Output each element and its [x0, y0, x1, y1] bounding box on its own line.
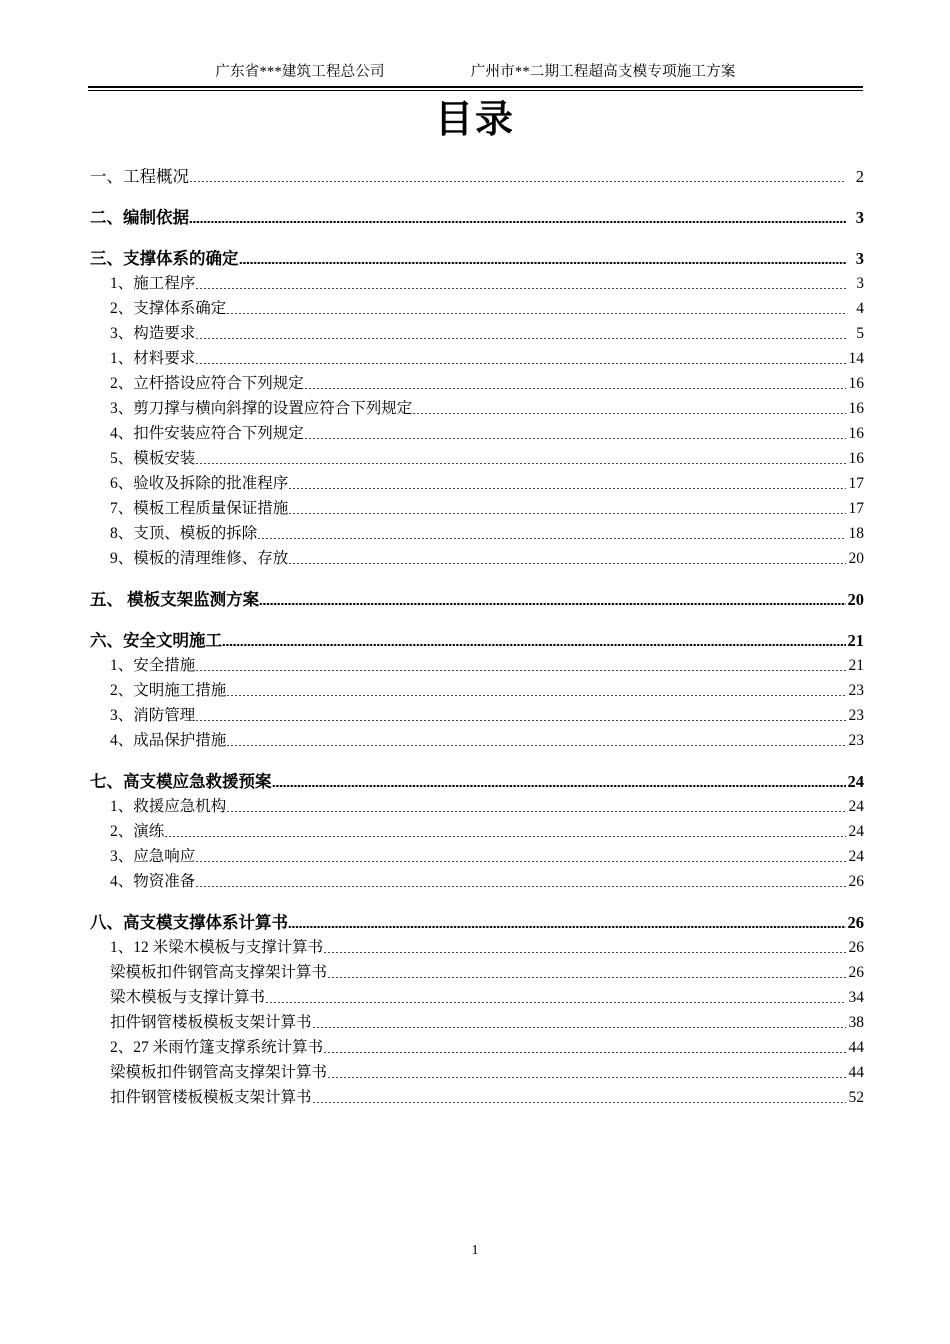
toc-entry[interactable]	[88, 931, 864, 956]
toc-leader-dots	[195, 453, 846, 467]
toc-entry-page-number: 16	[848, 450, 864, 467]
toc-leader-dots	[272, 776, 847, 790]
toc-entry-label: 9、模板的清理维修、存放	[110, 550, 289, 567]
page-title: 目录	[434, 99, 515, 141]
toc-entry-page-number: 16	[848, 425, 864, 442]
toc-leader-dots	[195, 710, 846, 724]
toc-entry[interactable]	[88, 790, 864, 815]
toc-entry-label: 2、27 米雨竹篷支撑系统计算书	[110, 1039, 324, 1056]
toc-entry[interactable]	[88, 649, 864, 674]
toc-entry-label: 4、扣件安装应符合下列规定	[110, 425, 304, 442]
toc-entry-label: 梁模板扣件钢管高支撑架计算书	[110, 964, 328, 981]
toc-leader-dots	[259, 594, 846, 608]
toc-leader-dots	[323, 942, 846, 956]
running-header	[88, 62, 863, 88]
toc-entry-page-number: 5	[856, 325, 864, 342]
toc-entry-label: 1、施工程序	[110, 275, 196, 292]
toc-leader-dots	[195, 851, 846, 865]
toc-entry[interactable]	[88, 1056, 864, 1081]
toc-entry-page-number: 4	[856, 300, 864, 317]
toc-leader-dots	[222, 635, 846, 649]
toc-spacer	[88, 185, 864, 193]
toc-leader-dots	[226, 735, 846, 749]
header-rule-thick	[88, 86, 863, 88]
toc-entry-label: 2、文明施工措施	[110, 682, 227, 699]
toc-leader-dots	[312, 1092, 846, 1106]
toc-entry-label: 3、消防管理	[110, 707, 196, 724]
toc-entry[interactable]	[88, 674, 864, 699]
toc-entry[interactable]	[88, 492, 864, 517]
toc-entry-label: 3、剪刀撑与横向斜撑的设置应符合下列规定	[110, 400, 413, 417]
toc-leader-dots	[195, 353, 846, 367]
footer-page-number: 1	[471, 1243, 479, 1258]
toc-entry[interactable]	[88, 1081, 864, 1106]
toc-entry-label: 扣件钢管楼板模板支架计算书	[110, 1014, 312, 1031]
toc-entry[interactable]	[88, 956, 864, 981]
toc-leader-dots	[226, 303, 846, 317]
toc-entry[interactable]	[88, 417, 864, 442]
toc-entry-label: 1、12 米梁木模板与支撑计算书	[110, 939, 324, 956]
toc-entry[interactable]	[88, 234, 864, 267]
toc-entry-page-number: 24	[847, 772, 864, 791]
toc-spacer	[88, 749, 864, 757]
toc-entry-page-number: 44	[848, 1039, 864, 1056]
toc-entry-page-number: 17	[848, 475, 864, 492]
toc-leader-dots	[265, 992, 846, 1006]
header-company-name: 广东省***建筑工程总公司	[215, 64, 385, 80]
toc-spacer	[88, 890, 864, 898]
header-rule-thin	[88, 90, 863, 91]
toc-entry-page-number: 24	[848, 848, 864, 865]
toc-entry-page-number: 26	[847, 913, 864, 932]
toc-leader-dots	[304, 428, 846, 442]
toc-leader-dots	[288, 478, 846, 492]
toc-leader-dots	[327, 1067, 846, 1081]
toc-entry-page-number: 52	[848, 1089, 864, 1106]
toc-leader-dots	[257, 528, 846, 542]
toc-entry-label: 4、物资准备	[110, 873, 196, 890]
toc-entry[interactable]	[88, 267, 864, 292]
toc-entry-label: 八、高支模支撑体系计算书	[90, 913, 288, 932]
toc-entry[interactable]	[88, 342, 864, 367]
toc-entry[interactable]	[88, 757, 864, 790]
toc-entry-label: 3、应急响应	[110, 848, 196, 865]
toc-entry-page-number: 16	[848, 400, 864, 417]
toc-entry[interactable]	[88, 699, 864, 724]
toc-entry-page-number: 20	[847, 590, 864, 609]
toc-entry-page-number: 26	[848, 964, 864, 981]
toc-entry[interactable]	[88, 840, 864, 865]
toc-entry-page-number: 24	[848, 823, 864, 840]
toc-entry-label: 6、验收及拆除的批准程序	[110, 475, 289, 492]
toc-leader-dots	[189, 212, 846, 226]
toc-leader-dots	[239, 253, 847, 267]
toc-entry-label: 1、安全措施	[110, 657, 196, 674]
toc-leader-dots	[195, 876, 846, 890]
toc-leader-dots	[189, 171, 846, 185]
toc-entry-label: 五、 模板支架监测方案	[90, 590, 260, 609]
toc-leader-dots	[312, 1017, 846, 1031]
toc-entry-page-number: 26	[848, 873, 864, 890]
toc-entry[interactable]	[88, 467, 864, 492]
toc-entry-label: 3、构造要求	[110, 325, 196, 342]
toc-entry-label: 扣件钢管楼板模板支架计算书	[110, 1089, 312, 1106]
toc-entry[interactable]	[88, 865, 864, 890]
toc-entry[interactable]	[88, 292, 864, 317]
toc-entry-page-number: 16	[848, 375, 864, 392]
toc-entry-page-number: 3	[855, 249, 864, 268]
toc-entry-label: 六、安全文明施工	[90, 631, 222, 650]
toc-entry[interactable]	[88, 367, 864, 392]
toc-entry-label: 1、材料要求	[110, 350, 196, 367]
toc-entry[interactable]	[88, 193, 864, 226]
toc-entry-page-number: 26	[848, 939, 864, 956]
toc-leader-dots	[304, 378, 846, 392]
toc-leader-dots	[195, 328, 846, 342]
toc-entry[interactable]	[88, 517, 864, 542]
toc-entry-label: 七、高支模应急救援预案	[90, 772, 272, 791]
toc-leader-dots	[195, 278, 846, 292]
toc-leader-dots	[226, 801, 846, 815]
toc-entry[interactable]	[88, 152, 864, 185]
toc-entry-page-number: 23	[848, 732, 864, 749]
toc-entry-label: 梁模板扣件钢管高支撑架计算书	[110, 1064, 328, 1081]
toc-entry[interactable]	[88, 392, 864, 417]
toc-entry-page-number: 38	[848, 1014, 864, 1031]
toc-leader-dots	[288, 553, 846, 567]
toc-entry-label: 1、救援应急机构	[110, 798, 227, 815]
toc-entry[interactable]	[88, 1031, 864, 1056]
toc-entry-page-number: 21	[847, 631, 864, 650]
toc-entry-page-number: 17	[848, 500, 864, 517]
toc-leader-dots	[323, 1042, 846, 1056]
toc-entry-label: 二、编制依据	[90, 208, 189, 227]
header-project-title: 广州市**二期工程超高支模专项施工方案	[470, 64, 736, 80]
toc-leader-dots	[195, 660, 846, 674]
toc-entry[interactable]	[88, 815, 864, 840]
toc-spacer	[88, 226, 864, 234]
toc-entry[interactable]	[88, 898, 864, 931]
toc-leader-dots	[164, 826, 846, 840]
toc-entry-page-number: 14	[848, 350, 864, 367]
toc-entry-page-number: 20	[848, 550, 864, 567]
toc-spacer	[88, 567, 864, 575]
toc-leader-dots	[226, 685, 846, 699]
toc-leader-dots	[412, 403, 846, 417]
toc-entry-page-number: 2	[855, 167, 864, 186]
toc-entry[interactable]	[88, 542, 864, 567]
toc-entry-label: 梁木模板与支撑计算书	[110, 989, 266, 1006]
toc-entry-page-number: 44	[848, 1064, 864, 1081]
toc-entry-label: 8、支顶、模板的拆除	[110, 525, 258, 542]
toc-entry-label: 4、成品保护措施	[110, 732, 227, 749]
toc-entry-page-number: 23	[848, 707, 864, 724]
toc-entry[interactable]	[88, 724, 864, 749]
toc-entry-page-number: 3	[856, 275, 864, 292]
toc-entry-label: 2、演练	[110, 823, 165, 840]
toc-entry-page-number: 24	[848, 798, 864, 815]
toc-entry[interactable]	[88, 442, 864, 467]
toc-entry[interactable]	[88, 981, 864, 1006]
toc-entry-page-number: 34	[848, 989, 864, 1006]
toc-entry-page-number: 3	[855, 208, 864, 227]
toc-entry-label: 2、立杆搭设应符合下列规定	[110, 375, 304, 392]
toc-entry-label: 5、模板安装	[110, 450, 196, 467]
toc-spacer	[88, 608, 864, 616]
toc-entry[interactable]	[88, 616, 864, 649]
toc-entry-page-number: 21	[848, 657, 864, 674]
table-of-contents	[88, 152, 864, 1106]
toc-entry-label: 一、工程概况	[90, 167, 189, 186]
toc-leader-dots	[288, 503, 846, 517]
toc-entry[interactable]	[88, 317, 864, 342]
toc-entry-label: 2、支撑体系确定	[110, 300, 227, 317]
toc-entry-page-number: 18	[848, 525, 864, 542]
toc-leader-dots	[327, 967, 846, 981]
toc-entry-label: 7、模板工程质量保证措施	[110, 500, 289, 517]
toc-entry-label: 三、支撑体系的确定	[90, 249, 239, 268]
toc-entry-page-number: 23	[848, 682, 864, 699]
toc-entry[interactable]	[88, 575, 864, 608]
toc-entry[interactable]	[88, 1006, 864, 1031]
toc-leader-dots	[288, 917, 846, 931]
